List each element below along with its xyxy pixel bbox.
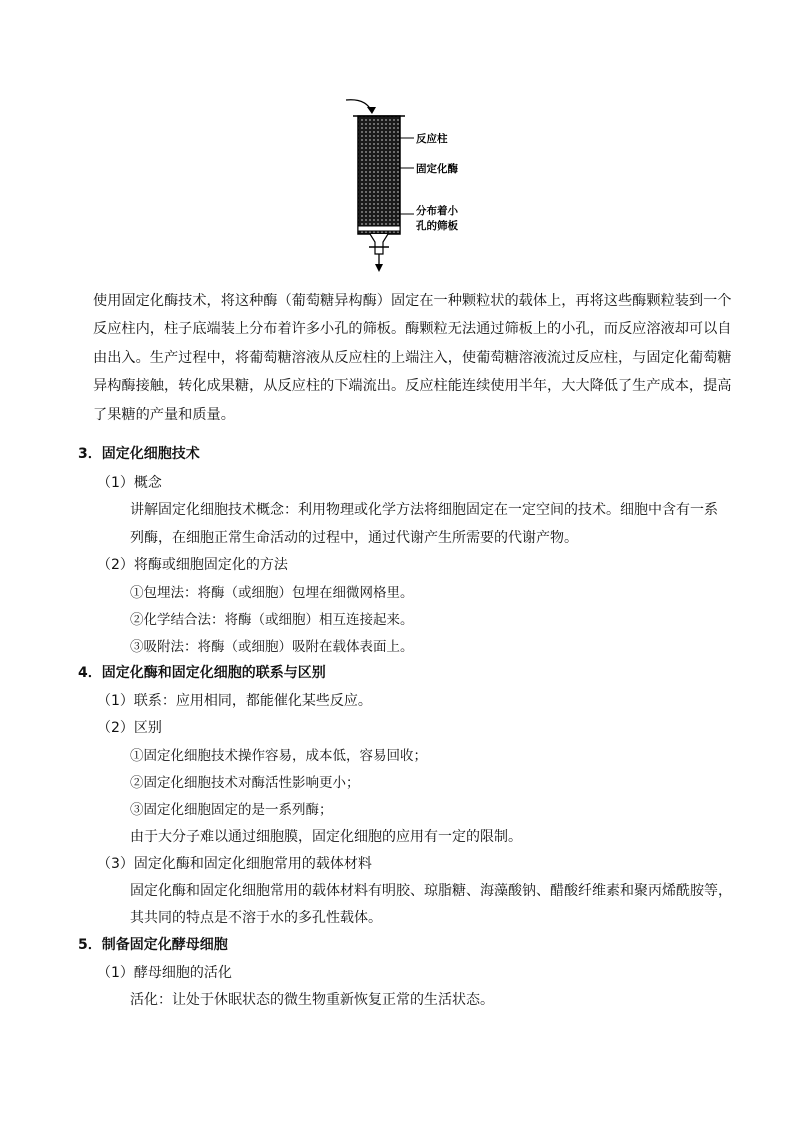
column-body — [358, 116, 400, 234]
difference-2: ②固定化细胞技术对酶活性影响更小； — [130, 775, 360, 791]
section-4-sub3: （3）固定化酶和固定化细胞常用的载体材料 — [97, 856, 372, 872]
reaction-column-diagram — [336, 94, 466, 274]
section-3-title: 3．固定化细胞技术 — [78, 446, 200, 462]
sieve-plate — [358, 226, 400, 231]
difference-3: ③固定化细胞固定的是一系列酶； — [130, 802, 333, 818]
activation-text: 活化：让处于休眠状态的微生物重新恢复正常的生活状态。 — [130, 992, 494, 1008]
label-enzyme: 固定化酶 — [416, 163, 458, 175]
carrier-line1: 固定化酶和固定化细胞常用的载体材料有明胶、琼脂糖、海藻酸钠、醋酸纤维素和聚丙烯酰胺等， — [130, 883, 732, 899]
intro-paragraph: 使用固定化酶技术，将这种酶（葡萄糖异构酶）固定在一种颗粒状的载体上，再将这些酶颗粒装到一个反应柱内，柱子底端装上分布着许多小孔的筛板。酶颗粒无法通过筛板上的小孔，而反应溶液却可以自由出入。生产过程中，将葡萄糖溶液从反应柱的上端注入，使葡萄糖溶液流过反应柱，与固定化葡萄糖异构酶接触，转化成果糖，从反应柱的下端流出。反应柱能连续使用半年，大大降低了生产成本，提高了果糖的产量和质量。 — [93, 293, 732, 423]
difference-1: ①固定化细胞技术操作容易，成本低，容易回收； — [130, 748, 427, 764]
section-4-sub1: （1）联系：应用相同，都能催化某些反应。 — [97, 693, 372, 709]
difference-4: 由于大分子难以通过细胞膜，固定化细胞的应用有一定的限制。 — [130, 829, 522, 845]
label-sieve-line2: 孔的筛板 — [416, 220, 458, 232]
method-embedding: ①包埋法：将酶（或细胞）包埋在细微网格里。 — [130, 585, 414, 601]
section-4-title: 4．固定化酶和固定化细胞的联系与区别 — [78, 665, 326, 681]
section-3-sub2: （2）将酶或细胞固定化的方法 — [97, 557, 288, 573]
label-sieve-line1: 分布着小 — [416, 205, 458, 217]
section-5-sub1: （1）酵母细胞的活化 — [97, 965, 232, 981]
outflow-arrowhead — [375, 264, 383, 272]
inflow-arrow — [346, 100, 372, 112]
method-adsorption: ③吸附法：将酶（或细胞）吸附在载体表面上。 — [130, 639, 414, 655]
inflow-arrowhead — [367, 107, 376, 114]
label-column: 反应柱 — [416, 133, 448, 145]
carrier-line2: 其共同的特点是不溶于水的多孔性载体。 — [130, 910, 382, 926]
section-4-sub2: （2）区别 — [97, 720, 162, 736]
method-chemical: ②化学结合法：将酶（或细胞）相互连接起来。 — [130, 612, 414, 628]
section-3-def-line1: 讲解固定化细胞技术概念：利用物理或化学方法将细胞固定在一定空间的技术。细胞中含有一系 — [130, 502, 718, 518]
section-5-title: 5．制备固定化酵母细胞 — [78, 937, 228, 953]
section-3-sub1: （1）概念 — [97, 475, 162, 491]
outlet-tube — [370, 234, 388, 254]
section-3-def-line2: 列酶，在细胞正常生命活动的过程中，通过代谢产生所需要的代谢产物。 — [130, 530, 578, 546]
